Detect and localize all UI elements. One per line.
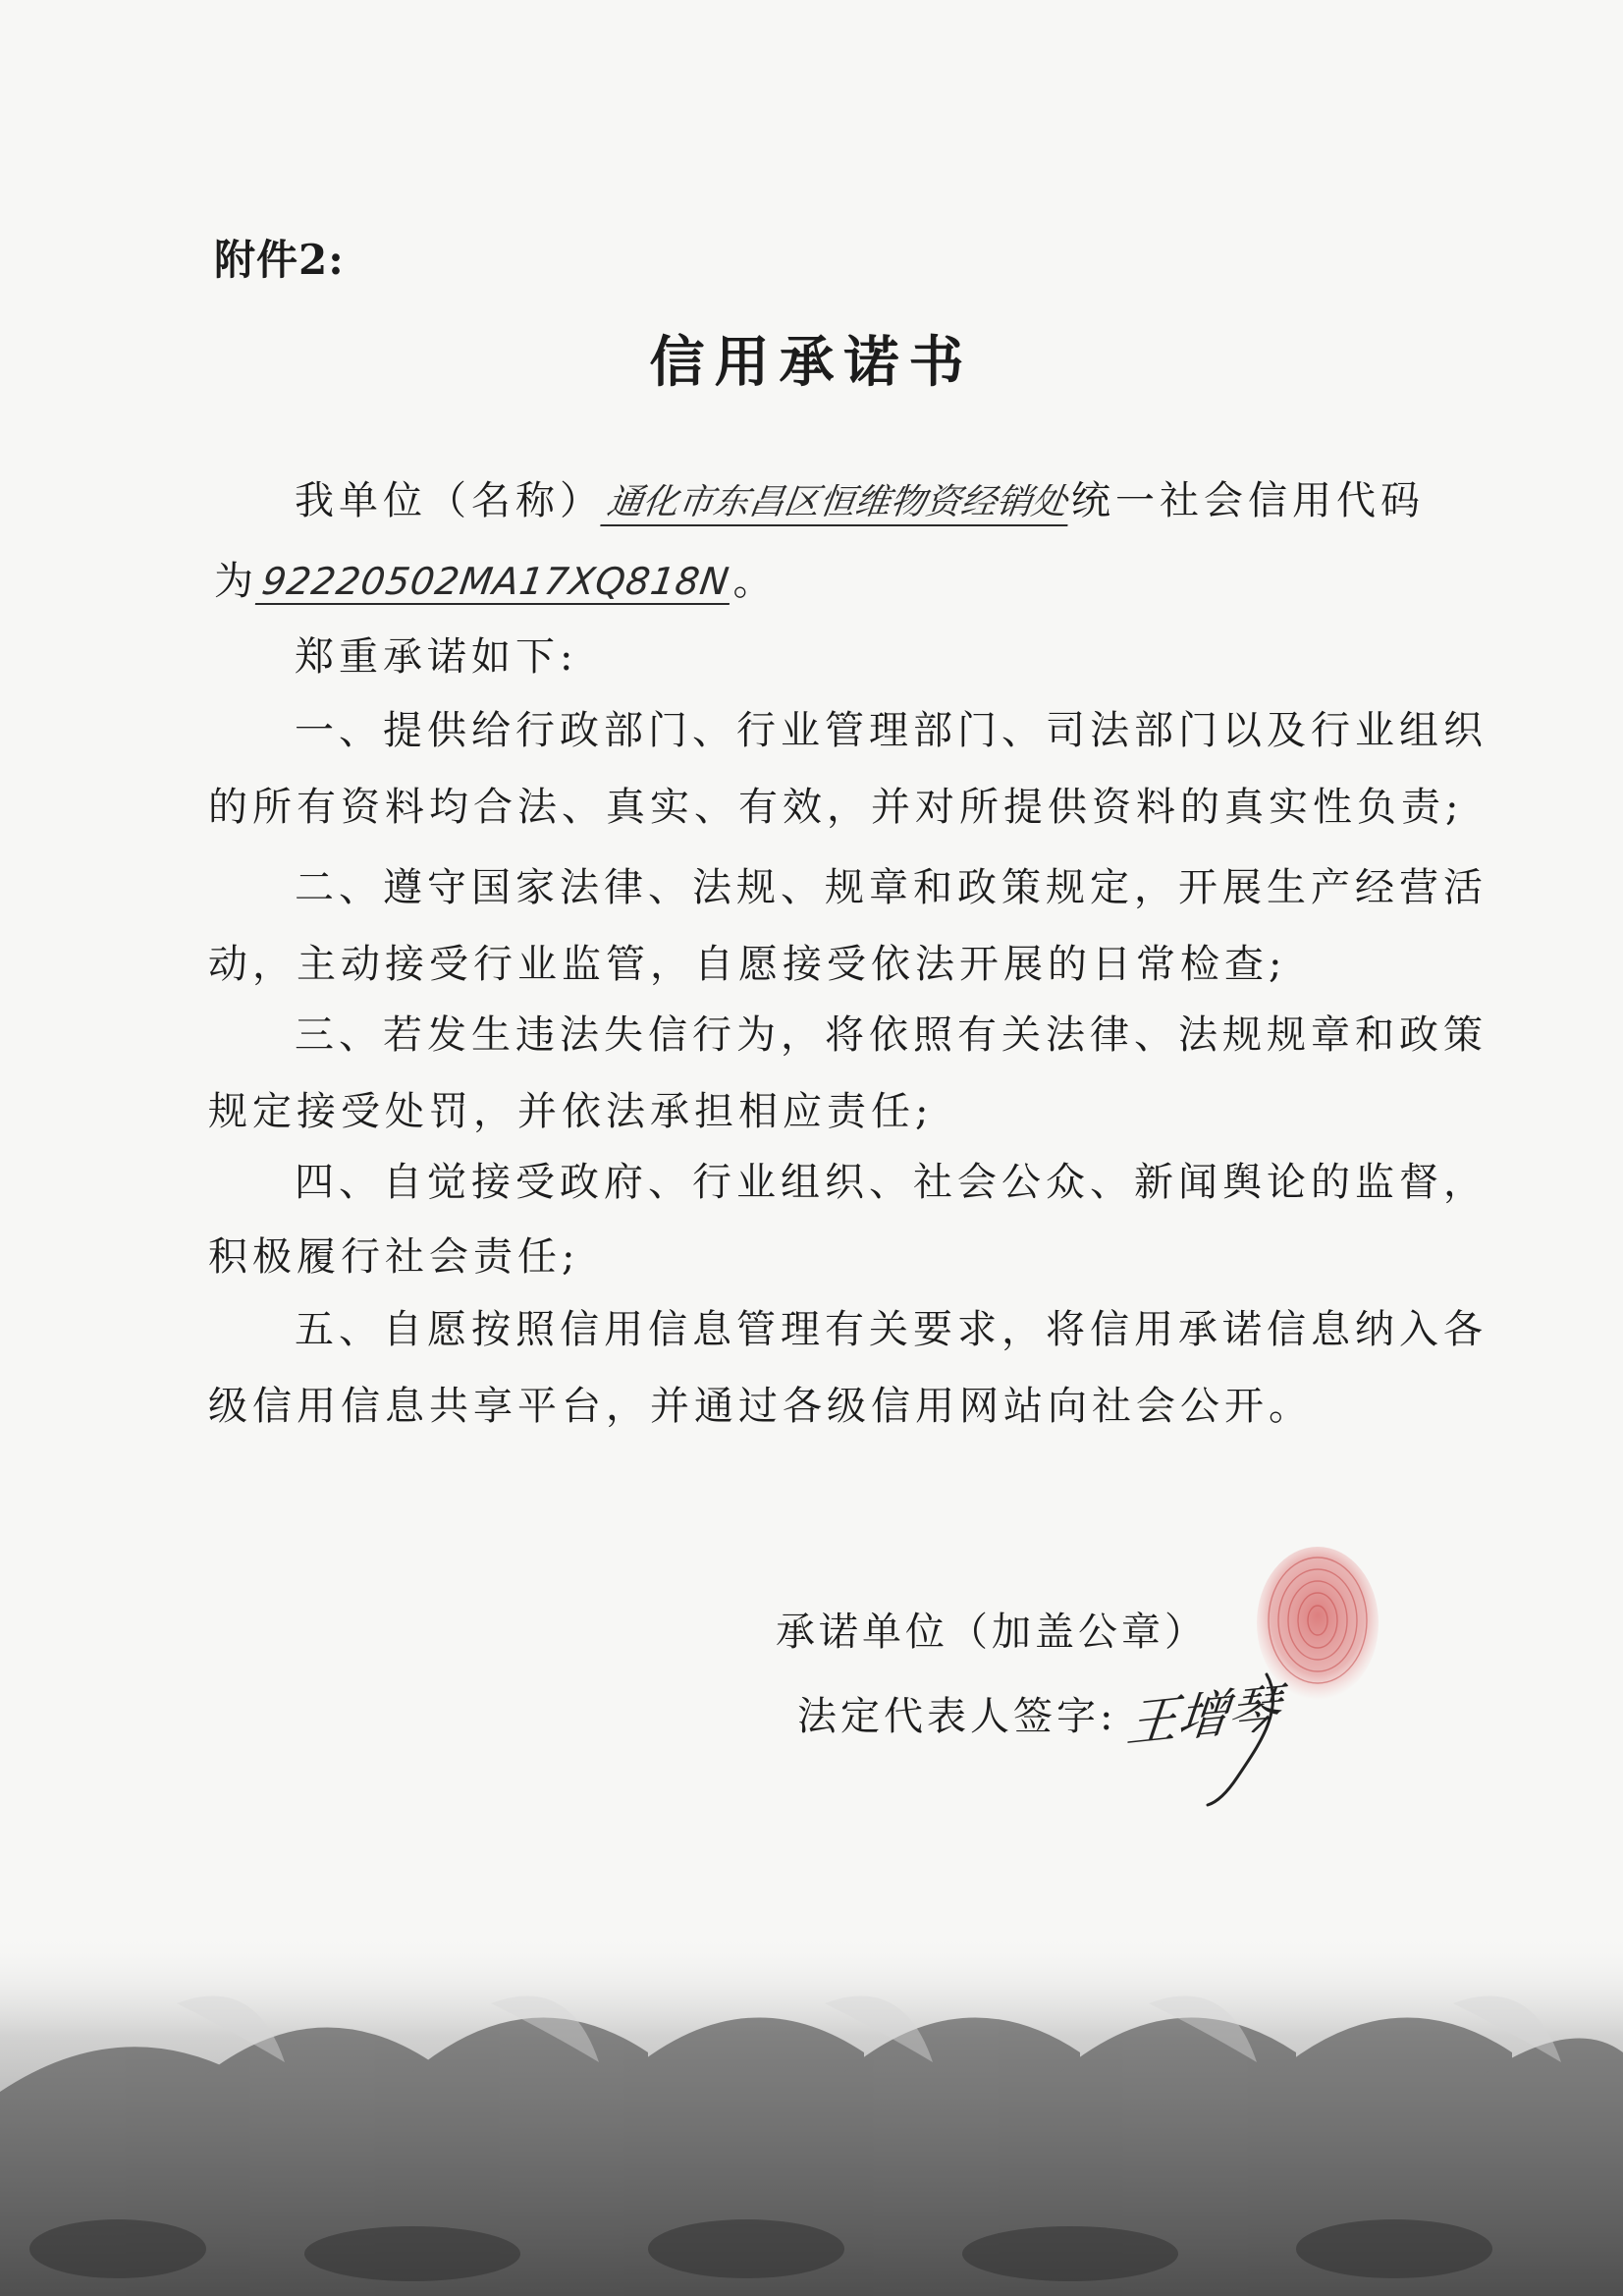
item-2-line-1: 二、遵守国家法律、法规、规章和政策规定，开展生产经营活 [295,865,1488,910]
decorative-footer-band [0,1925,1623,2296]
attachment-label: 附件2: [214,236,345,284]
page-title: 信用承诺书 [649,330,974,395]
item-4-line-1: 四、自觉接受政府、行业组织、社会公众、新闻舆论的监督， [295,1160,1488,1205]
commitment-unit-label: 承诺单位（加盖公章） [776,1610,1208,1655]
legal-rep-signature: 王增琴 [1123,1678,1283,1755]
code-suffix: 。 [732,559,778,604]
item-2-line-2: 动，主动接受行业监管，自愿接受依法开展的日常检查; [208,942,1287,987]
signature-flourish-icon [1198,1669,1296,1807]
item-3-line-1: 三、若发生违法失信行为，将依照有关法律、法规规章和政策 [295,1012,1488,1058]
unit-name-handwritten: 通化市东昌区恒维物资经销处 [600,474,1074,526]
item-3-line-2: 规定接受处罚，并依法承担相应责任; [208,1089,934,1134]
credit-code-line [214,550,777,606]
code-prefix: 为 [214,559,258,604]
item-1-line-2: 的所有资料均合法、真实、有效，并对所提供资料的真实性负责; [208,785,1464,830]
intro-line [295,469,1425,526]
item-5-line-2: 级信用信息共享平台，并通过各级信用网站向社会公开。 [208,1384,1313,1429]
item-4-line-2: 积极履行社会责任; [208,1234,580,1280]
intro-prefix: 我单位（名称） [295,478,604,523]
item-5-line-1: 五、自愿按照信用信息管理有关要求，将信用承诺信息纳入各 [295,1307,1488,1352]
item-1-line-1: 一、提供给行政部门、行业管理部门、司法部门以及行业组织 [295,708,1488,753]
promise-heading: 郑重承诺如下: [295,634,578,680]
legal-rep-label: 法定代表人签字: [797,1694,1117,1739]
credit-code-handwritten: 92220502MA17XQ818N [255,560,736,605]
intro-middle: 统一社会信用代码 [1071,478,1426,523]
